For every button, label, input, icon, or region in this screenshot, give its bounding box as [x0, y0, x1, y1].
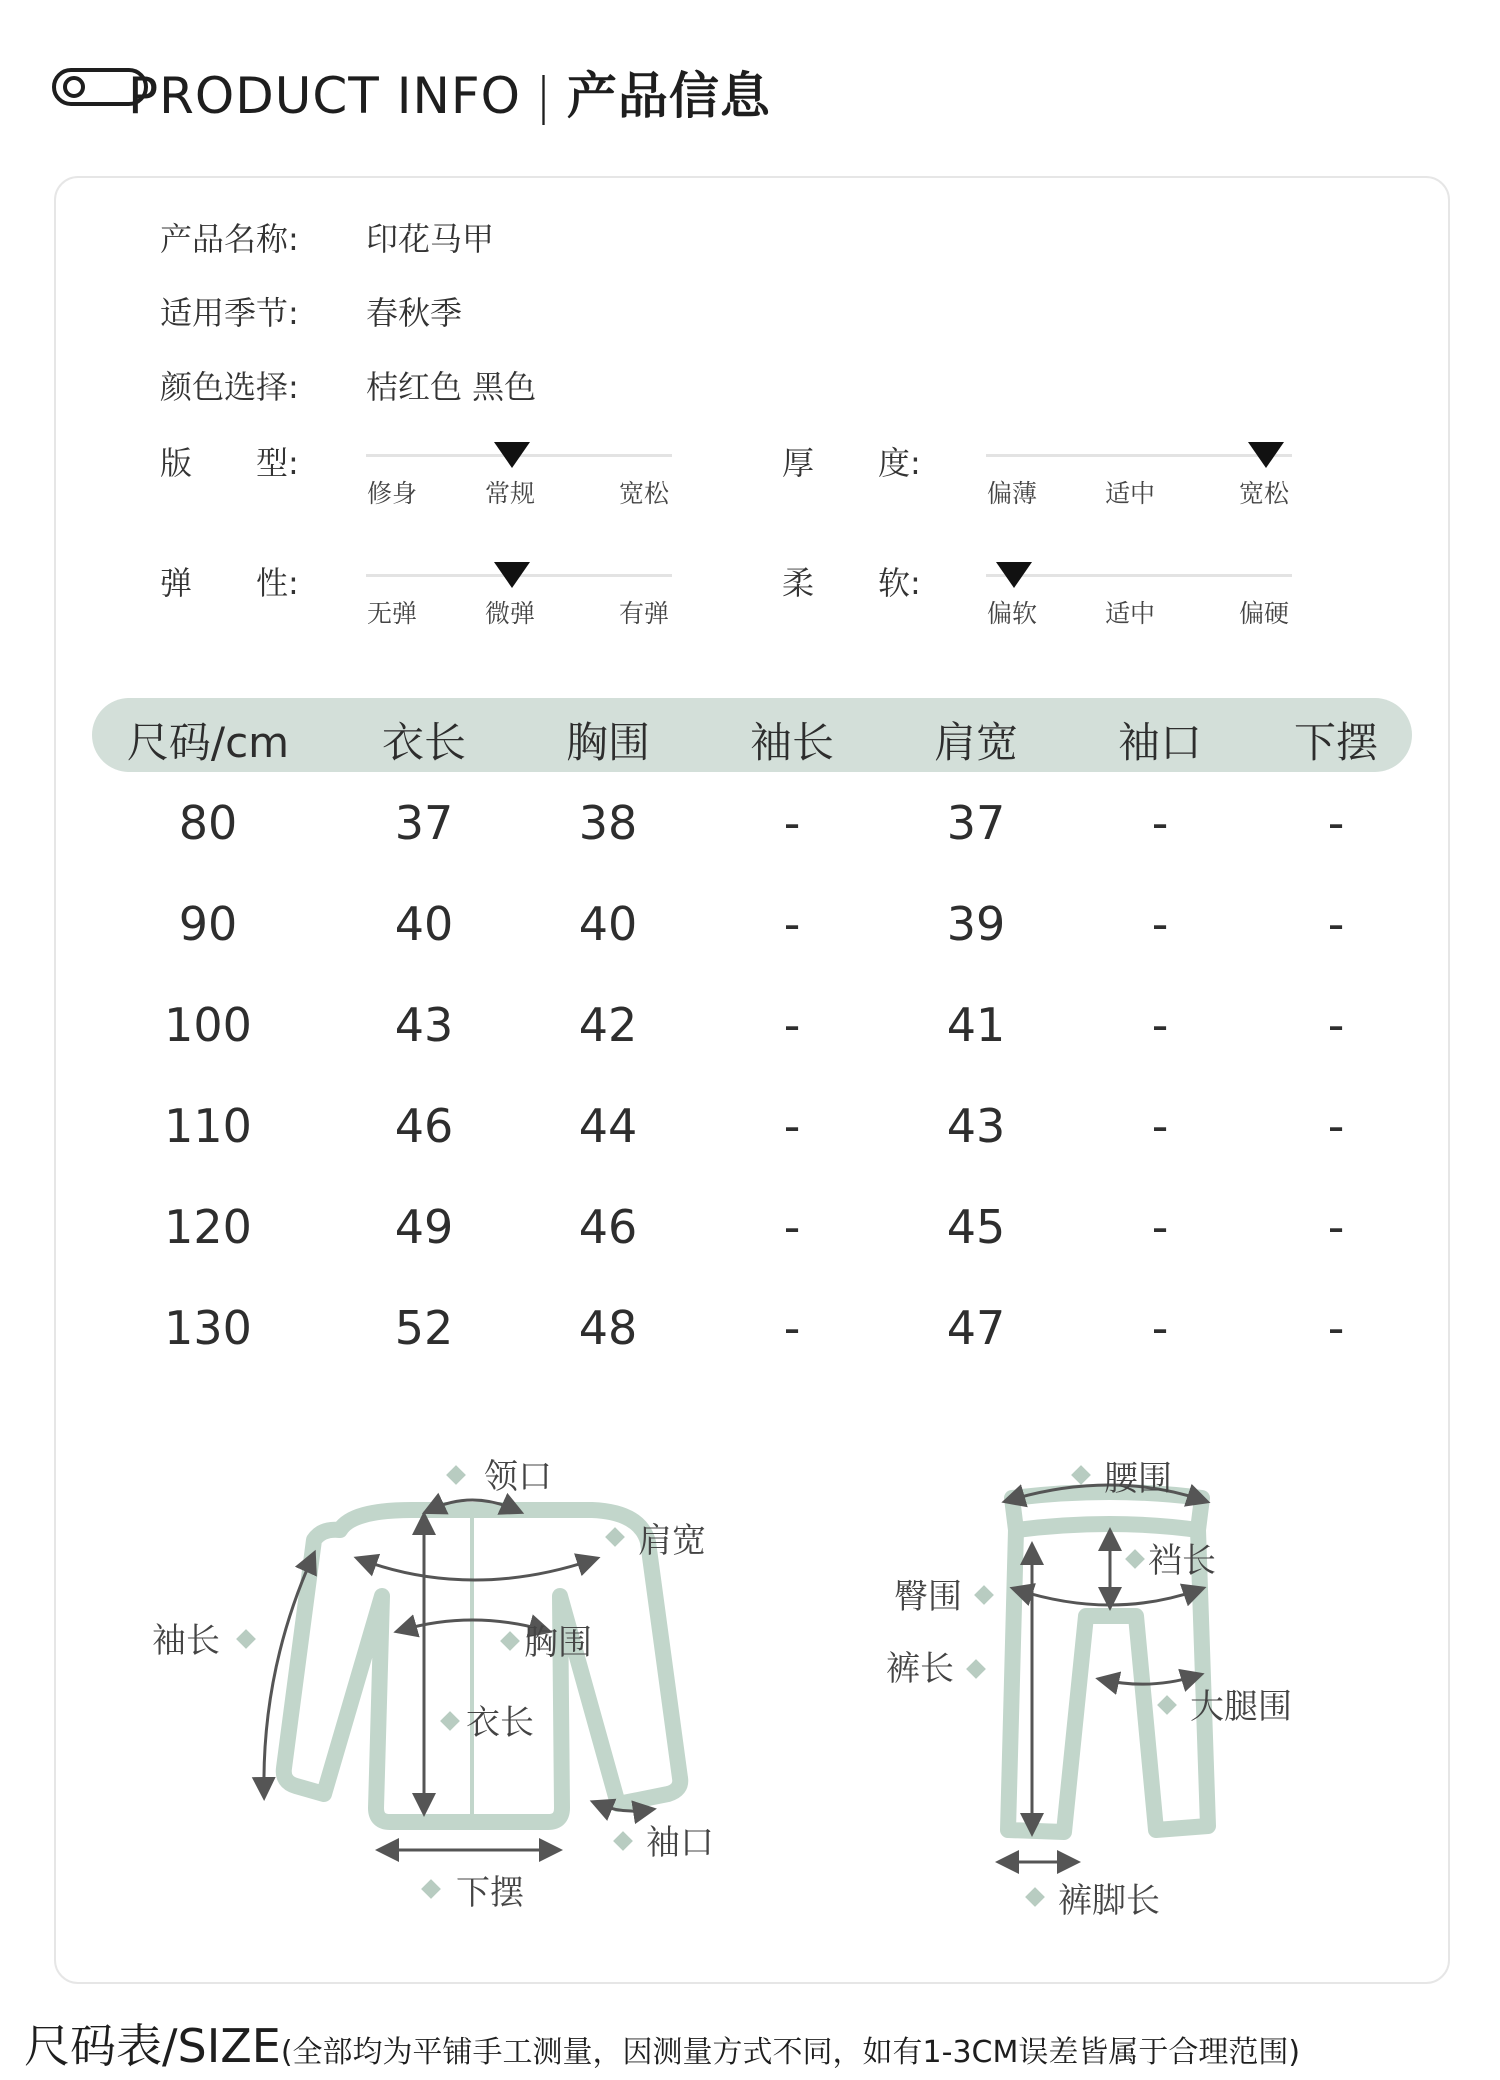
table-header-cell: 袖长	[749, 718, 835, 767]
label-chest: 胸围	[524, 1623, 592, 1663]
info-value-season: 春秋季	[366, 294, 463, 332]
title-en: PRODUCT INFO	[128, 67, 521, 125]
size-footer	[24, 2010, 1300, 2076]
table-header-cell: 衣长	[381, 718, 467, 767]
table-header-cell: 尺码/cm	[126, 718, 290, 767]
label-waist: 腰围	[1104, 1459, 1172, 1499]
footer-title: 尺码表/SIZE	[24, 2019, 281, 2073]
scale-marker-softness	[996, 562, 1032, 588]
table-cell: -	[1151, 796, 1169, 850]
scale-marker-thickness	[1248, 442, 1284, 468]
scale-option-thickness: 偏薄	[986, 479, 1038, 508]
label-rise: 裆长	[1148, 1541, 1216, 1581]
table-cell: 37	[946, 796, 1006, 850]
table-cell: 52	[394, 1301, 454, 1355]
label-hip: 臀围	[894, 1577, 962, 1617]
table-cell: 41	[946, 998, 1006, 1052]
table-header-cell: 胸围	[565, 718, 651, 767]
table-cell: -	[1327, 1099, 1345, 1153]
info-label-color: 颜色选择:	[160, 368, 299, 406]
table-cell: 46	[394, 1099, 454, 1153]
table-cell: 47	[946, 1301, 1006, 1355]
scale-marker-elasticity	[494, 562, 530, 588]
table-cell: -	[783, 796, 801, 850]
label-pants-length: 裤长	[886, 1649, 954, 1689]
table-cell: 38	[578, 796, 638, 850]
info-label-name: 产品名称:	[160, 220, 299, 258]
label-cuff: 袖口	[646, 1823, 714, 1863]
scale-option-thickness: 适中	[1104, 479, 1156, 508]
scale-option-elasticity: 微弹	[484, 599, 536, 628]
page-title	[128, 56, 771, 128]
scale-option-fit: 修身	[366, 479, 418, 508]
table-cell: 49	[394, 1200, 454, 1254]
table-cell: -	[783, 1200, 801, 1254]
table-cell: 39	[946, 897, 1006, 951]
table-cell: -	[1327, 998, 1345, 1052]
scale-label-elasticity: 弹 性:	[160, 564, 299, 602]
table-cell: 110	[164, 1099, 252, 1153]
table-cell: 100	[164, 998, 252, 1052]
table-cell: -	[783, 1301, 801, 1355]
info-value-name: 印花马甲	[366, 220, 495, 258]
table-cell: -	[1327, 1301, 1345, 1355]
label-shoulder: 肩宽	[638, 1521, 706, 1561]
label-thigh: 大腿围	[1190, 1687, 1292, 1727]
scale-option-thickness: 宽松	[1238, 479, 1290, 508]
table-cell: 40	[394, 897, 454, 951]
table-cell: 44	[578, 1099, 638, 1153]
scale-option-softness: 偏软	[986, 599, 1038, 628]
table-header-cell: 肩宽	[933, 718, 1019, 767]
scale-option-elasticity: 有弹	[618, 599, 670, 628]
table-cell: 90	[178, 897, 238, 951]
scale-option-softness: 适中	[1104, 599, 1156, 628]
table-cell: 130	[164, 1301, 252, 1355]
table-cell: 37	[394, 796, 454, 850]
shirt-outline	[284, 1510, 681, 1822]
scale-label-thickness: 厚 度:	[782, 444, 921, 482]
scale-option-softness: 偏硬	[1238, 599, 1290, 628]
scale-option-fit: 宽松	[618, 479, 670, 508]
table-cell: -	[783, 1099, 801, 1153]
measurement-diagram	[92, 1390, 1412, 1950]
info-label-season: 适用季节:	[160, 294, 299, 332]
table-cell: -	[1151, 998, 1169, 1052]
table-cell: 48	[578, 1301, 638, 1355]
footer-note: (全部均为平铺手工测量，因测量方式不同，如有1-3CM误差皆属于合理范围)	[280, 2035, 1301, 2070]
table-cell: -	[1151, 1301, 1169, 1355]
scale-option-fit: 常规	[484, 479, 536, 508]
scale-label-softness: 柔 软:	[782, 564, 921, 602]
table-cell: 46	[578, 1200, 638, 1254]
table-cell: 43	[946, 1099, 1006, 1153]
scale-label-fit: 版 型:	[160, 444, 299, 482]
table-cell: 43	[394, 998, 454, 1052]
table-cell: -	[1151, 1200, 1169, 1254]
label-sleeve: 袖长	[152, 1621, 220, 1661]
table-cell: -	[1151, 1099, 1169, 1153]
table-cell: -	[783, 897, 801, 951]
info-value-color: 桔红色 黑色	[366, 368, 537, 406]
table-cell: 42	[578, 998, 638, 1052]
label-collar: 领口	[484, 1457, 552, 1497]
scale-marker-fit	[494, 442, 530, 468]
title-cn: 产品信息	[566, 67, 771, 125]
table-cell: 40	[578, 897, 638, 951]
table-cell: -	[1327, 796, 1345, 850]
title-separator: |	[534, 67, 553, 125]
label-length: 衣长	[466, 1703, 534, 1743]
label-hem: 下摆	[456, 1873, 524, 1913]
scale-track-thickness	[986, 454, 1292, 457]
table-cell: 80	[178, 796, 238, 850]
table-cell: -	[1327, 897, 1345, 951]
table-cell: 120	[164, 1200, 252, 1254]
scale-option-elasticity: 无弹	[366, 599, 418, 628]
table-cell: -	[1327, 1200, 1345, 1254]
table-cell: -	[783, 998, 801, 1052]
label-leg-opening: 裤脚长	[1058, 1881, 1160, 1921]
table-cell: 45	[946, 1200, 1006, 1254]
table-header-cell: 下摆	[1293, 718, 1379, 767]
table-cell: -	[1151, 897, 1169, 951]
table-header-cell: 袖口	[1117, 718, 1203, 767]
